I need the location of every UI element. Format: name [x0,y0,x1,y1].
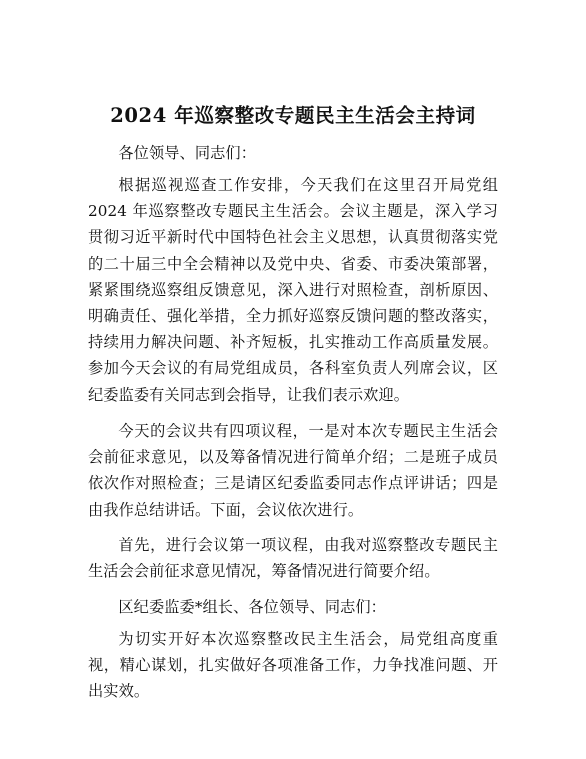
paragraph-meeting-purpose: 根据巡视巡查工作安排，今天我们在这里召开局党组 2024 年巡察整改专题民主生活会。会议主题是，深入学习贯彻习近平新时代中国特色社会主义思想，认真贯彻落实党的二十届三中全会精神以及党中央、省委、市委决策部署，紧紧围绕巡察组反馈意见，深入进行对照检查，剖析原因、明确责任、强化举措，全力抓好巡察反馈问题的整改落实，持续用力解决问题、补齐短板，扎实推动工作高质量发展。参加今天会议的有局党组成员，各科室负责人列席会议，区纪委监委有关同志到会指导，让我们表示欢迎。 [88,176,498,404]
document-title: 2024 年巡察整改专题民主生活会主持词 [110,104,476,127]
greeting-line-2: 区纪委监委*组长、各位领导、同志们： [118,598,386,616]
greeting-line: 各位领导、同志们： [118,144,256,162]
paragraph-agenda: 今天的会议共有四项议程，一是对本次专题民主生活会会前征求意见，以及筹备情况进行简单介绍；二是班子成员依次作对照检查；三是请区纪委监委同志作点评讲话；四是由我作总结讲话。下面，会议依次进行。 [88,422,498,519]
paragraph-preparation: 为切实开好本次巡察整改民主生活会，局党组高度重视，精心谋划，扎实做好各项准备工作，力争找准问题、开出实效。 [88,630,498,701]
paragraph-first-item: 首先，进行会议第一项议程，由我对巡察整改专题民主生活会会前征求意见情况，筹备情况进行简要介绍。 [88,536,498,581]
